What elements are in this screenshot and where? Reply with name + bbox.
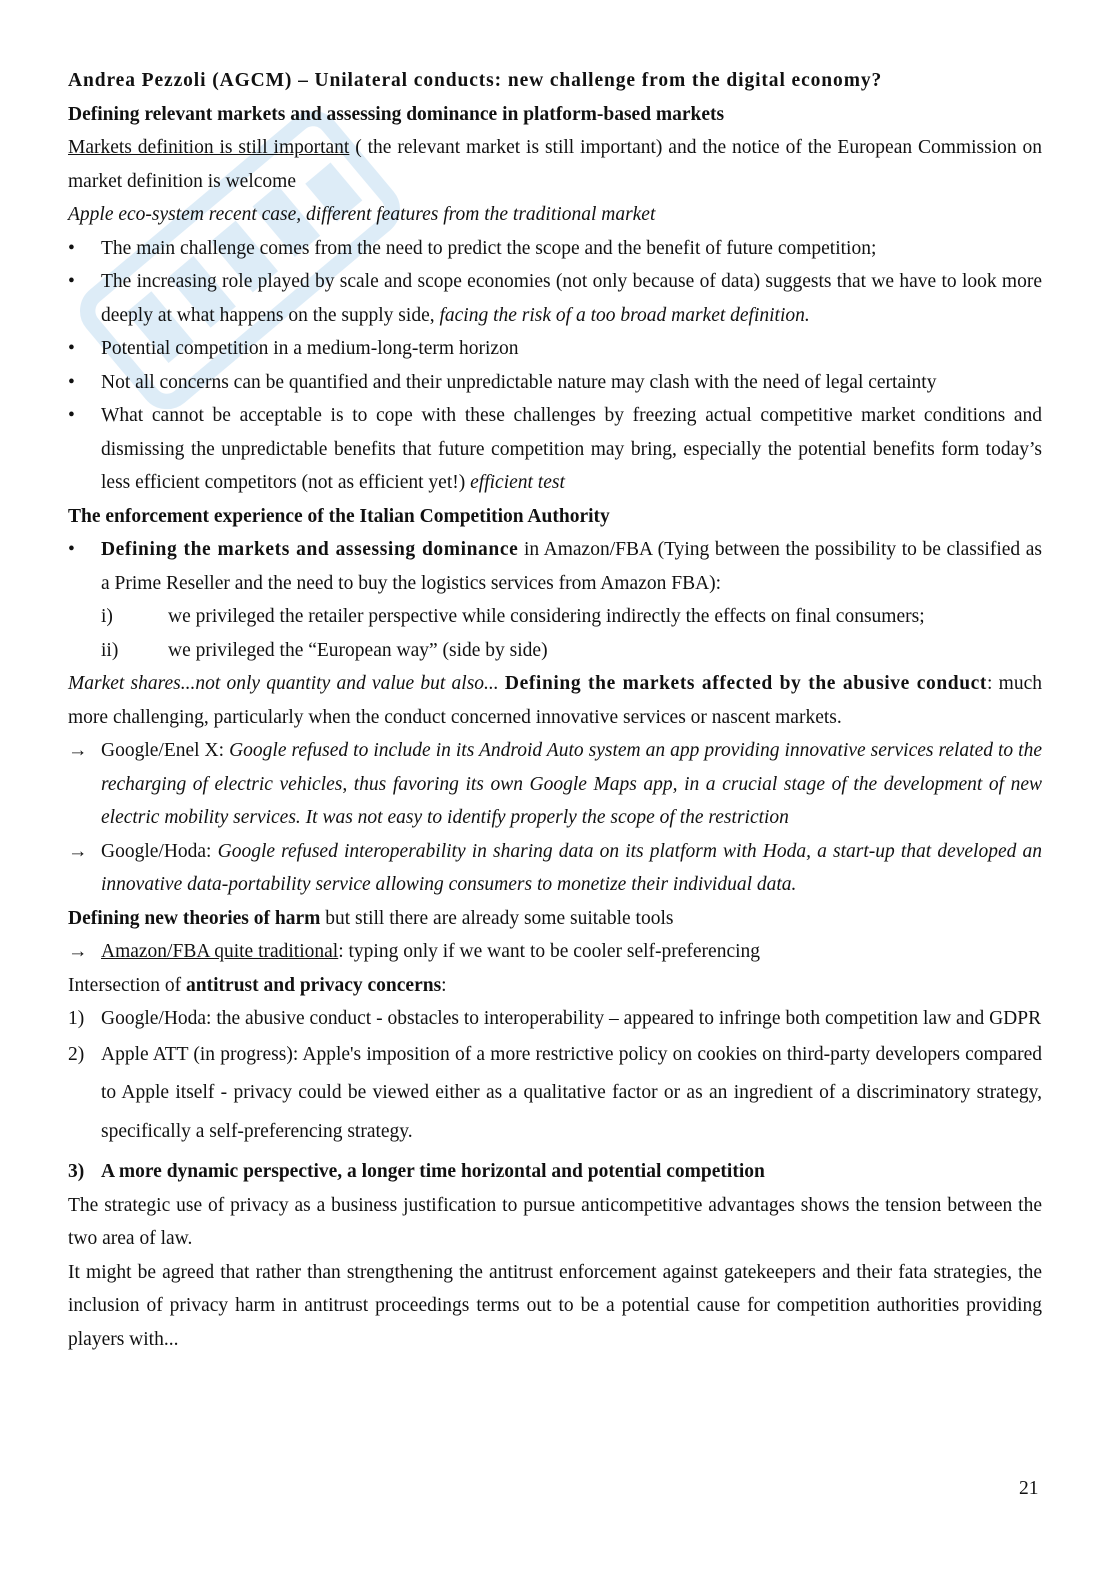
arrow-list-harm [68, 935, 1042, 969]
paragraph-intersection: Intersection of antitrust and privacy concerns: [68, 974, 447, 996]
arrow-list-cases [68, 734, 1042, 902]
list-item: 2) Apple ATT (in progress): Apple's imposition of a more restrictive policy on cookies on third-party developers compared to Apple itself - privacy could be viewed either as a qualitative factor or as an ingredient of a discriminatory strategy, specifically a self-preferencing strategy. [68, 1043, 1042, 1142]
paragraph-conclusion: It might be agreed that rather than strengthening the antitrust enforcement against gatekeepers and their fata strategies, the inclusion of privacy harm in antitrust proceedings terms out to be a potential cause for competition authorities providing players with... [68, 1261, 1042, 1350]
paragraph-apple-ecosystem: Apple eco-system recent case, different features from the traditional market [68, 204, 656, 225]
bullet-icon: • [68, 539, 75, 560]
right-arrow-icon: → [68, 941, 88, 962]
list-item: • Not all concerns can be quantified and their unpredictable nature may clash with the need of legal certainty [68, 366, 1042, 400]
list-item: 1) Google/Hoda: the abusive conduct - obstacles to interoperability – appeared to infringe both competition law and GDPR [68, 1008, 1042, 1029]
list-item: → Google/Hoda: Google refused interoperability in sharing data on its platform with Hoda, a start-up that developed an innovative data-portability service allowing consumers to monetize their individual data. [68, 835, 1042, 902]
list-item: ii) we privileged the “European way” (side by side) [101, 639, 548, 661]
list-item: • Defining the markets and assessing dominance in Amazon/FBA (Tying between the possibility to be classified as a Prime Reseller and the need to buy the logistics services from Amazon FBA): [68, 533, 1042, 600]
paragraph-strategic-privacy: The strategic use of privacy as a business justification to pursue anticompetitive advantages shows the tension between the two area of law. [68, 1194, 1042, 1249]
list-item: → Google/Enel X: Google refused to include in its Android Auto system an app providing innovative services related to the recharging of electric vehicles, thus favoring its own Google Maps app, in a crucial stage of the development of new electric mobility services. It was not easy to identify properly the scope of the restriction [68, 734, 1042, 835]
section-heading-dynamic: 3) A more dynamic perspective, a longer time horizontal and potential competition [68, 1161, 765, 1182]
numbered-list [68, 1002, 1042, 1151]
list-item: • What cannot be acceptable is to cope with these challenges by freezing actual competitive market conditions and dismissing the unpredictable benefits that future competition may bring, especially the potential benefits form today’s less efficient competitors (not as efficient yet!) efficient test [68, 399, 1042, 500]
document-page [68, 64, 1042, 1356]
roman-list [68, 600, 1042, 667]
section-heading-enforcement: The enforcement experience of the Italian Competition Authority [68, 505, 610, 527]
bullet-list-challenges [68, 232, 1042, 500]
paragraph-market-shares: Market shares...not only quantity and value but also... Defining the markets affected by the abusive conduct: much more challenging, particularly when the conduct concerned innovative services or nascent markets. [68, 673, 1042, 728]
list-item: • Potential competition in a medium-long-term horizon [68, 332, 1042, 366]
bullet-list-enforcement [68, 533, 1042, 600]
bullet-icon: • [68, 271, 75, 292]
page-number: 21 [1019, 1478, 1039, 1499]
paragraph-market-definition: Markets definition is still important ( the relevant market is still important) and the notice of the European Commission on market definition is welcome [68, 137, 1042, 192]
list-item: • The main challenge comes from the need to predict the scope and the benefit of future competition; [68, 232, 1042, 266]
right-arrow-icon: → [68, 740, 88, 761]
bullet-icon: • [68, 405, 75, 426]
list-item: i) we privileged the retailer perspective while considering indirectly the effects on final consumers; [101, 606, 925, 627]
underlined-phrase: Markets definition is still important [68, 137, 350, 158]
right-arrow-icon: → [68, 840, 88, 862]
paragraph-theories-of-harm: Defining new theories of harm but still there are already some suitable tools [68, 907, 674, 929]
section-heading-markets: Defining relevant markets and assessing dominance in platform-based markets [68, 103, 725, 125]
bullet-icon: • [68, 338, 75, 359]
list-item: • The increasing role played by scale and scope economies (not only because of data) suggests that we have to look more deeply at what happens on the supply side, facing the risk of a too broad market definition. [68, 265, 1042, 332]
bullet-icon: • [68, 371, 75, 393]
list-item: → Amazon/FBA quite traditional: typing only if we want to be cooler self-preferencing [68, 935, 1042, 969]
document-title: Andrea Pezzoli (AGCM) – Unilateral conducts: new challenge from the digital economy? [68, 70, 883, 91]
bullet-icon: • [68, 237, 75, 259]
